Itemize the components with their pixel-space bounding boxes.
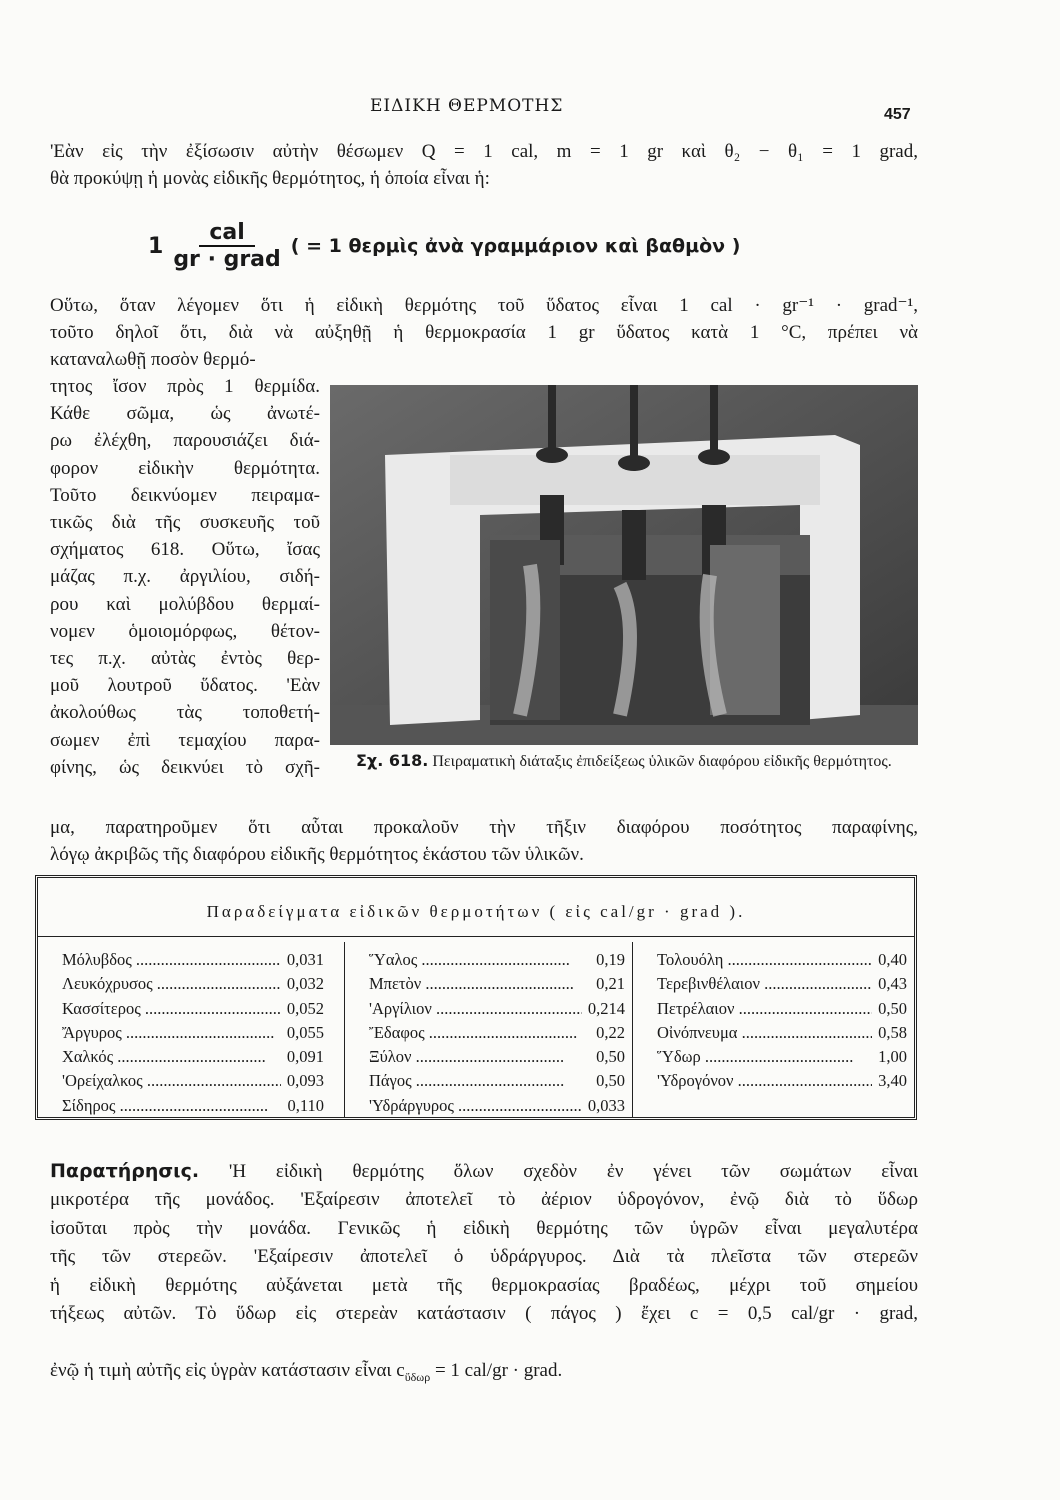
specific-heat-value: 0,091 [286, 1047, 324, 1067]
specific-heat-value: 0,58 [878, 1022, 907, 1042]
text-line: σχήματος 618. Οὕτω, ἴσας [50, 539, 320, 561]
formula-fraction [173, 220, 280, 272]
material-name: Πετρέλαιον ..... [657, 997, 872, 1021]
text-line: φίνης, ὡς δεικνύει τὸ σχῆ- [50, 756, 320, 778]
material-name: Ὕδωρ ..... [657, 1045, 872, 1069]
material-name: 'Αργίλιον ..... [369, 997, 582, 1021]
figure-caption [356, 750, 918, 773]
specific-heat-value: 0,055 [286, 1022, 324, 1042]
material-name: Τερεβινθέλαιον ..... [657, 972, 872, 996]
text-line: νομεν ὁμοιομόρφως, θέτον- [50, 620, 320, 642]
text-line: φορον εἰδικὴν θερμότητα. [50, 457, 320, 479]
table-row [38, 1069, 332, 1093]
text-line: τοῦτο δηλοῖ ὅτι, διὰ νὰ αὐξηθῇ ἡ θερμοκρασία 1 gr ὕδατος κατὰ 1 °C, πρέπει νὰ [50, 322, 918, 343]
material-name: Μπετὸν ..... [369, 972, 590, 996]
table-row [633, 1021, 915, 1045]
material-name: Ἔδαφος ..... [369, 1021, 590, 1045]
specific-heat-value: 1,00 [878, 1047, 907, 1067]
material-name: Ξύλον ..... [369, 1045, 590, 1069]
material-name: 'Ορείχαλκος ..... [62, 1069, 281, 1093]
table-row [345, 972, 633, 996]
table-title: Παραδείγματα εἰδικῶν θερμοτήτων ( εἰς cal/gr · grad ). [206, 902, 746, 921]
table-row [38, 948, 332, 972]
table-row [633, 997, 915, 1021]
table-row [38, 1094, 332, 1118]
table-row [345, 1094, 633, 1118]
divider [38, 936, 914, 937]
text-line: ἀκολούθως τὰς τοποθετή- [50, 702, 320, 724]
table-row [633, 1045, 915, 1069]
formula-gloss: ( = 1 θερμὶς ἀνὰ γραμμάριον καὶ βαθμὸν ) [290, 235, 741, 257]
table-row [345, 1021, 633, 1045]
figure-photo [330, 385, 918, 745]
specific-heat-value: 0,50 [878, 998, 907, 1018]
unit-formula [148, 220, 740, 272]
text-line: τητος ἴσον πρὸς 1 θερμίδα. [50, 376, 320, 397]
text-line: μάζας π.χ. ἀργιλίου, σιδή- [50, 566, 320, 588]
material-name: Τολουόλη ..... [657, 948, 872, 972]
text-line: μοῦ λουτροῦ ὕδατος. 'Εὰν [50, 675, 320, 697]
text-line: θὰ προκύψῃ ἡ μονὰς εἰδικῆς θερμότητος, ἡ ὁποία εἶναι ἡ: [50, 168, 490, 189]
formula-denominator: gr · grad [173, 247, 281, 272]
table-column [344, 942, 633, 1117]
text-line: σωμεν ἐπὶ τεμαχίου παρα- [50, 729, 320, 751]
remark-text: 'Η εἰδικὴ θερμότης ὅλων σχεδὸν ἐν γένει τῶν σωμάτων εἶναι [199, 1161, 918, 1182]
text-line: λόγῳ ἀκριβῶς τῆς διαφόρου εἰδικῆς θερμότητος ἑκάστου τῶν ὑλικῶν. [50, 844, 584, 865]
apparatus-image [330, 385, 918, 745]
table-row [38, 997, 332, 1021]
remark-text: ἐνῷ ἡ τιμὴ αὐτῆς εἰς ὑγρὰν κατάστασιν εἶναι c [50, 1360, 405, 1381]
page-number: 457 [884, 106, 911, 123]
material-name: Χαλκός ..... [62, 1045, 281, 1069]
remark-label: Παρατήρησις. [50, 1160, 200, 1182]
specific-heat-value: 0,40 [878, 950, 907, 969]
subscript: ὕδωρ [404, 1369, 431, 1384]
specific-heat-value: 0,052 [286, 998, 324, 1018]
table-row [633, 1069, 915, 1093]
text-line: ρω ἐλέχθη, παρουσιάζει διά- [50, 430, 320, 452]
specific-heat-value: 0,093 [286, 1071, 324, 1091]
remark-line: τῆς τῶν στερεῶν. 'Εξαίρεσιν ἀποτελεῖ ὁ ὑδράργυρος. Διὰ τὰ πλεῖστα τῶν στερεῶν [50, 1246, 918, 1267]
text-line: τικῶς διὰ τῆς συσκευῆς τοῦ [50, 512, 320, 533]
specific-heat-value: 0,50 [596, 1071, 625, 1091]
specific-heat-value: 3,40 [878, 1071, 907, 1091]
text-line: μα, παρατηροῦμεν ὅτι αὗται προκαλοῦν τὴν τῆξιν διαφόρου ποσότητος παραφίνης, [50, 817, 918, 838]
specific-heat-value: 0,110 [287, 1095, 324, 1115]
specific-heat-value: 0,19 [596, 950, 625, 969]
running-title: ΕΙΔΙΚΗ ΘΕΡΜΟΤΗΣ [370, 96, 564, 116]
material-name: Μόλυβδος ..... [62, 948, 281, 972]
text-line: Κάθε σῶμα, ὡς ἀνωτέ- [50, 403, 320, 425]
material-name: 'Υδρογόνον ..... [657, 1069, 872, 1093]
remark-line: τήξεως αὐτῶν. Τὸ ὕδωρ εἰς στερεὰν κατάστασιν ( πάγος ) ἔχει c = 0,5 cal/gr · grad, [50, 1303, 918, 1324]
material-name: Πάγος ..... [369, 1069, 590, 1093]
remark-line [50, 1357, 918, 1391]
material-name: Σίδηρος ..... [62, 1094, 281, 1118]
table-column [38, 942, 332, 1117]
specific-heat-value: 0,50 [596, 1047, 625, 1067]
table-row [633, 948, 915, 972]
material-name: Λευκόχρυσος ..... [62, 972, 281, 996]
formula-numerator: cal [199, 220, 254, 247]
table-row [38, 972, 332, 996]
remark-line [50, 1157, 918, 1186]
specific-heat-value: 0,214 [587, 998, 625, 1018]
material-name: Ὕαλος ..... [369, 948, 590, 972]
remark-line: ἡ εἰδικὴ θερμότης αὐξάνεται μετὰ τῆς θερμοκρασίας βραδέως, μέχρι τοῦ σημείου [50, 1274, 918, 1296]
specific-heat-value: 0,032 [286, 974, 324, 994]
specific-heat-value: 0,22 [596, 1022, 625, 1042]
material-name: Ἄργυρος ..... [62, 1021, 281, 1045]
remark-line: μικροτέρα τῆς μονάδος. 'Εξαίρεσιν ἀποτελεῖ τὸ ἀέριον ὑδρογόνον, ἐνῷ διὰ τὸ ὕδωρ [50, 1189, 918, 1210]
figure-caption-text: Πειραματικὴ διάταξις ἐπιδείξεως ὑλικῶν διαφόρου εἰδικῆς θερμότητος. [432, 753, 892, 770]
specific-heat-value: 0,033 [587, 1095, 625, 1115]
specific-heat-value: 0,21 [596, 974, 625, 994]
table-row [38, 1045, 332, 1069]
table-row [345, 948, 633, 972]
text-line: τες π.χ. αὐτὰς ἐντὸς θερ- [50, 648, 320, 669]
table-row [345, 997, 633, 1021]
figure-label: Σχ. 618. [356, 751, 429, 770]
material-name: Κασσίτερος ..... [62, 997, 281, 1021]
specific-heat-value: 0,031 [286, 950, 324, 969]
formula-coefficient: 1 [148, 233, 164, 259]
table-column [632, 942, 915, 1117]
table-row [345, 1069, 633, 1093]
text-line: 'Εὰν εἰς τὴν ἐξίσωσιν αὐτὴν θέσωμεν Q = 1 cal, m = 1 gr καὶ θ₂ − θ₁ = 1 grad, [50, 141, 918, 162]
table-row [633, 972, 915, 996]
specific-heat-table [35, 875, 917, 1120]
text-line: καταναλωθῇ ποσὸν θερμό- [50, 349, 256, 370]
remark-line: ἰσοῦται πρὸς τὴν μονάδα. Γενικῶς ἡ εἰδικὴ θερμότης τῶν ὑγρῶν εἶναι μεγαλυτέρα [50, 1217, 918, 1239]
text-line: ρου καὶ μολύβδου θερμαί- [50, 593, 320, 615]
table-row [345, 1045, 633, 1069]
text-line: Τοῦτο δεικνύομεν πειραμα- [50, 484, 320, 506]
remark-text: = 1 cal/gr · grad. [430, 1360, 563, 1381]
text-line: Οὕτω, ὅταν λέγομεν ὅτι ἡ εἰδικὴ θερμότης τοῦ ὕδατος εἶναι 1 cal · gr⁻¹ · grad⁻¹, [50, 295, 918, 316]
specific-heat-value: 0,43 [878, 974, 907, 994]
material-name: 'Υδράργυρος ..... [369, 1094, 582, 1118]
table-row [38, 1021, 332, 1045]
material-name: Οἰνόπνευμα ..... [657, 1021, 872, 1045]
